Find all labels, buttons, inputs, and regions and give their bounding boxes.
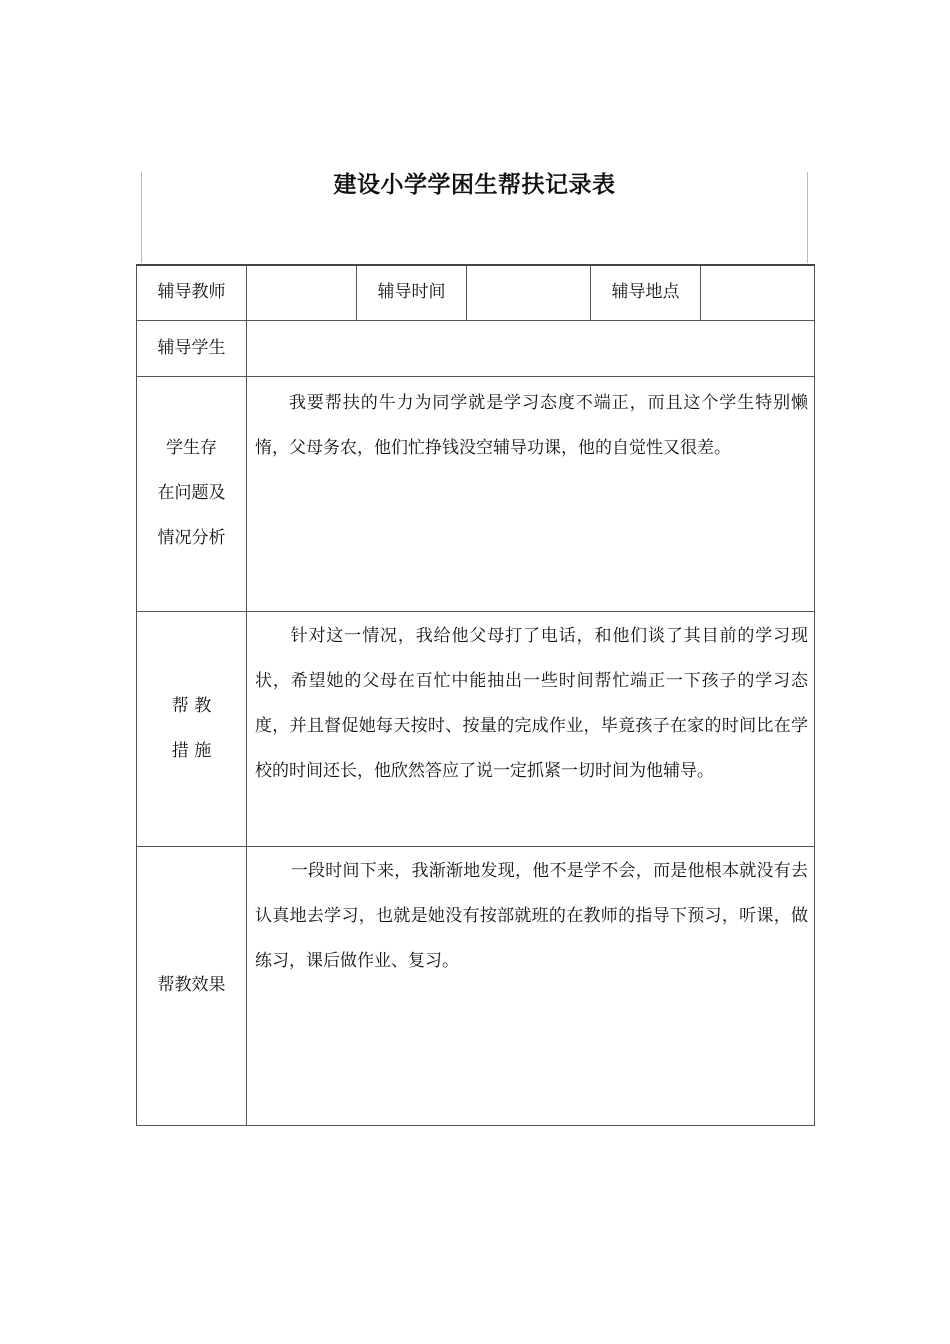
problem-row [137,376,815,611]
measures-row [137,611,815,846]
problem-content-cell[interactable] [247,376,815,611]
problem-label-line: 学生存 [166,438,217,458]
place-label: 辅导地点 [591,265,701,320]
student-row [137,320,815,376]
effect-content-cell[interactable] [247,846,815,1125]
header-row [137,265,815,320]
place-field[interactable] [701,265,815,320]
problem-label-line: 情况分析 [157,528,226,548]
measures-content-cell[interactable] [247,611,815,846]
time-label: 辅导时间 [357,265,467,320]
title-box [141,172,808,263]
problem-label [137,376,247,611]
measures-label-line: 措 施 [171,740,212,761]
effect-content: 一段时间下来，我渐渐地发现，他不是学不会，而是他根本就没有去认真地去学习，也就是她没有按部就班的在教师的指导下预习，听课，做练习，课后做作业、复习。 [255,860,808,971]
time-field[interactable] [467,265,591,320]
page-title: 建设小学学困生帮扶记录表 [333,172,616,198]
problem-content: 我要帮扶的牛力为同学就是学习态度不端正，而且这个学生特别懒惰，父母务农，他们忙挣钱没空辅导功课，他的自觉性又很差。 [255,392,808,458]
student-label: 辅导学生 [137,320,247,376]
measures-label [137,611,247,846]
effect-row [137,846,815,1125]
problem-label-line: 在问题及 [157,483,226,503]
record-table [136,264,815,1126]
teacher-label: 辅导教师 [137,265,247,320]
measures-label-line: 帮 教 [171,695,212,716]
teacher-field[interactable] [247,265,357,320]
measures-content: 针对这一情况，我给他父母打了电话，和他们谈了其目前的学习现状，希望她的父母在百忙中能抽出一些时间帮忙端正一下孩子的学习态度，并且督促她每天按时、按量的完成作业，毕竟孩子在家的时间比在学校的时间还长，他欣然答应了说一定抓紧一切时间为他辅导。 [255,625,808,781]
student-field[interactable] [247,320,815,376]
effect-label: 帮教效果 [137,846,247,1125]
